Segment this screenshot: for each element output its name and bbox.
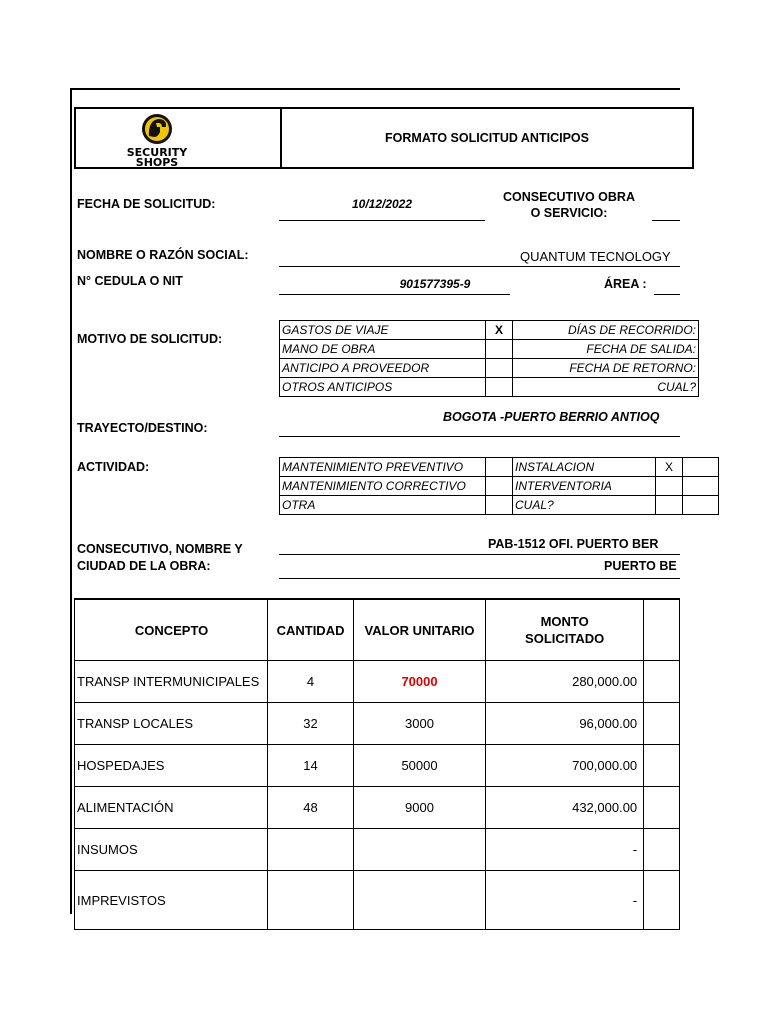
- cell-cantidad[interactable]: [268, 871, 354, 930]
- area-label: ÁREA :: [604, 277, 647, 291]
- cell-valor[interactable]: [353, 871, 485, 930]
- cell-cantidad[interactable]: [268, 829, 354, 871]
- motivo-checkbox[interactable]: [486, 340, 513, 359]
- form-title: FORMATO SOLICITUD ANTICIPOS: [385, 131, 589, 145]
- consecutivo-label: [492, 189, 646, 221]
- actividad-row: [280, 477, 719, 496]
- header-box: [74, 107, 694, 169]
- area-field[interactable]: [654, 284, 680, 295]
- cell-valor[interactable]: 9000: [353, 787, 485, 829]
- header-monto: MONTO SOLICITADO: [486, 599, 644, 661]
- motivo-right-label: FECHA DE SALIDA:: [513, 340, 699, 359]
- cell-valor[interactable]: 3000: [353, 703, 485, 745]
- actividad-checkbox[interactable]: [486, 496, 513, 515]
- table-row: [75, 703, 680, 745]
- cell-concepto: TRANSP INTERMUNICIPALES: [75, 661, 268, 703]
- actividad-row: [280, 496, 719, 515]
- cedula-label: N° CEDULA O NIT: [77, 274, 183, 288]
- table-row: [75, 661, 680, 703]
- motivo-right-label: DÍAS DE RECORRIDO:: [513, 321, 699, 340]
- trayecto-value[interactable]: BOGOTA -PUERTO BERRIO ANTIOQ: [443, 410, 660, 424]
- cell-cantidad[interactable]: 4: [268, 661, 354, 703]
- trayecto-label: TRAYECTO/DESTINO:: [77, 421, 208, 435]
- cell-monto: -: [486, 829, 644, 871]
- actividad-option: MANTENIMIENTO PREVENTIVO: [280, 458, 486, 477]
- motivo-right-label: FECHA DE RETORNO:: [513, 359, 699, 378]
- motivo-option: GASTOS DE VIAJE: [280, 321, 486, 340]
- cell-valor[interactable]: [353, 829, 485, 871]
- cell-concepto: HOSPEDAJES: [75, 745, 268, 787]
- header-concepto: CONCEPTO: [75, 599, 268, 661]
- cell-monto: 432,000.00: [486, 787, 644, 829]
- cell-concepto: TRANSP LOCALES: [75, 703, 268, 745]
- actividad-right-option: INTERVENTORIA: [513, 477, 656, 496]
- motivo-option: ANTICIPO A PROVEEDOR: [280, 359, 486, 378]
- fecha-value[interactable]: 10/12/2022: [351, 197, 413, 211]
- obra-value-1[interactable]: PAB-1512 OFI. PUERTO BER: [488, 537, 659, 551]
- actividad-right-checkbox[interactable]: X: [656, 458, 683, 477]
- cell-monto: -: [486, 871, 644, 930]
- consecutivo-label-1: CONSECUTIVO OBRA: [503, 190, 635, 204]
- motivo-option: OTROS ANTICIPOS: [280, 378, 486, 397]
- table-row: [75, 829, 680, 871]
- logo-cell: [76, 109, 282, 167]
- actividad-right-option: CUAL?: [513, 496, 656, 515]
- actividad-checkbox[interactable]: [486, 458, 513, 477]
- obra-label: [77, 541, 243, 575]
- conceptos-table: [74, 598, 680, 930]
- header-valor-unitario: VALOR UNITARIO: [353, 599, 485, 661]
- motivo-row: [280, 340, 699, 359]
- motivo-table: [279, 320, 699, 397]
- cell-cantidad[interactable]: 14: [268, 745, 354, 787]
- header-extra: [644, 599, 680, 661]
- cell-concepto: IMPREVISTOS: [75, 871, 268, 930]
- actividad-option: MANTENIMIENTO CORRECTIVO: [280, 477, 486, 496]
- logo-line-1: SECURITY: [126, 146, 188, 159]
- logo-line-2: SHOPS: [135, 156, 179, 169]
- cell-cantidad[interactable]: 48: [268, 787, 354, 829]
- consecutivo-field[interactable]: [652, 210, 680, 221]
- actividad-label: ACTIVIDAD:: [77, 460, 150, 474]
- table-row: [75, 871, 680, 930]
- fecha-label: FECHA DE SOLICITUD:: [77, 197, 216, 211]
- motivo-row: [280, 321, 699, 340]
- motivo-row: [280, 359, 699, 378]
- cell-concepto: ALIMENTACIÓN: [75, 787, 268, 829]
- actividad-right-checkbox[interactable]: [656, 496, 683, 515]
- actividad-row: [280, 458, 719, 477]
- obra-label-2: CIUDAD DE LA OBRA:: [77, 559, 211, 573]
- table-row: [75, 787, 680, 829]
- nombre-value[interactable]: QUANTUM TECNOLOGY: [520, 249, 671, 264]
- motivo-checkbox[interactable]: [486, 378, 513, 397]
- table-row: [75, 745, 680, 787]
- left-border: [70, 88, 72, 914]
- cell-valor[interactable]: 70000: [353, 661, 485, 703]
- obra-value-2[interactable]: PUERTO BE: [604, 559, 677, 573]
- nombre-label: NOMBRE O RAZÓN SOCIAL:: [77, 248, 249, 262]
- actividad-right-checkbox[interactable]: [656, 477, 683, 496]
- cell-monto: 280,000.00: [486, 661, 644, 703]
- top-border: [70, 88, 680, 90]
- obra-label-1: CONSECUTIVO, NOMBRE Y: [77, 542, 243, 556]
- cell-cantidad[interactable]: 32: [268, 703, 354, 745]
- cell-monto: 96,000.00: [486, 703, 644, 745]
- cell-concepto: INSUMOS: [75, 829, 268, 871]
- motivo-option: MANO DE OBRA: [280, 340, 486, 359]
- actividad-right-option: INSTALACION: [513, 458, 656, 477]
- motivo-right-label: CUAL?: [513, 378, 699, 397]
- table-header-row: [75, 599, 680, 661]
- actividad-table: [279, 457, 719, 515]
- cedula-value[interactable]: 901577395-9: [399, 277, 471, 291]
- cell-valor[interactable]: 50000: [353, 745, 485, 787]
- actividad-option: OTRA: [280, 496, 486, 515]
- logo-text: [126, 148, 188, 168]
- actividad-checkbox[interactable]: [486, 477, 513, 496]
- motivo-label: MOTIVO DE SOLICITUD:: [77, 332, 223, 346]
- cell-monto: 700,000.00: [486, 745, 644, 787]
- motivo-row: [280, 378, 699, 397]
- consecutivo-label-2: O SERVICIO:: [530, 206, 608, 220]
- motivo-checkbox[interactable]: [486, 359, 513, 378]
- header-cantidad: CANTIDAD: [268, 599, 354, 661]
- motivo-checkbox[interactable]: X: [486, 321, 513, 340]
